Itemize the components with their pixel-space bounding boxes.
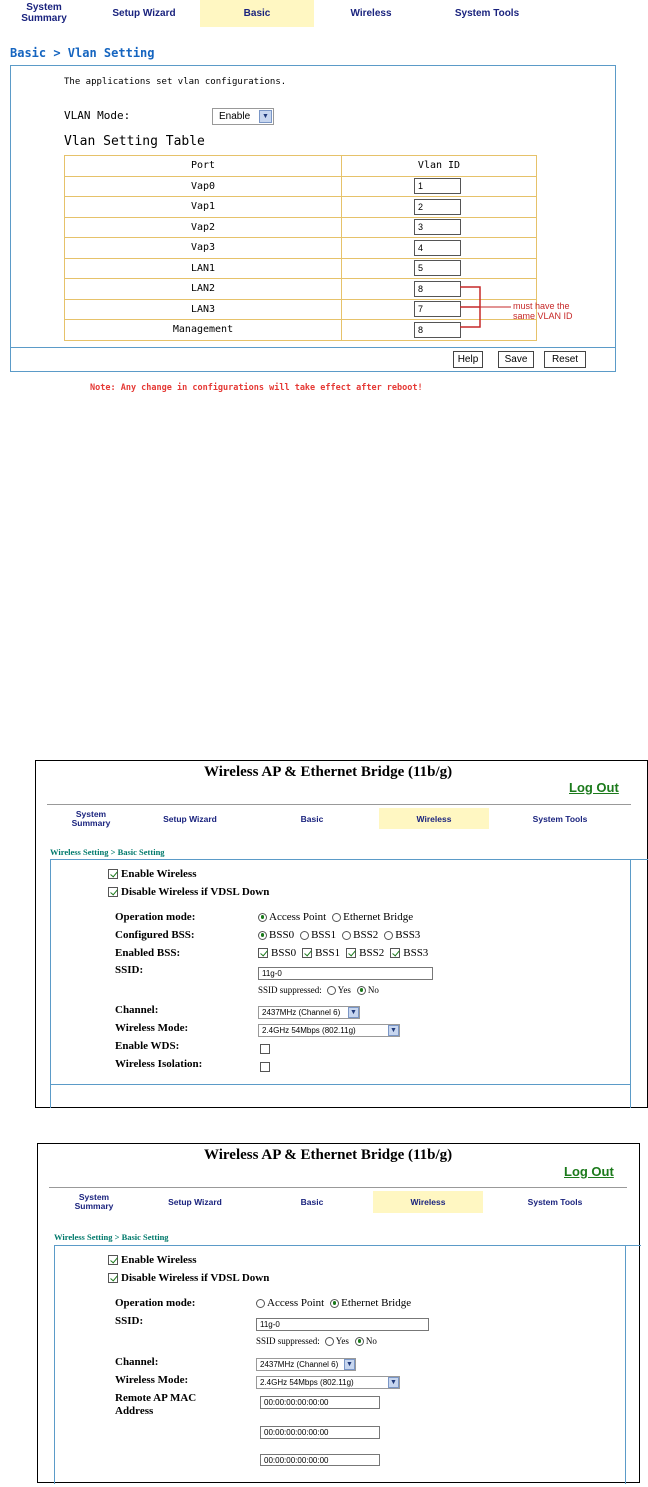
vlan-id-input[interactable]: 8 [414, 281, 461, 297]
enable-wireless-row: Enable Wireless [108, 868, 197, 880]
radio-icon[interactable] [342, 931, 351, 940]
divider [49, 1187, 627, 1188]
reset-button[interactable]: Reset [544, 351, 586, 368]
tab-system-summary[interactable]: System Summary [21, 2, 67, 24]
tab-system-summary[interactable]: System Summary [74, 1192, 114, 1211]
port-name: Vap0 [65, 176, 342, 197]
vlan-setting-panel [10, 65, 616, 372]
channel-select[interactable]: 2437MHz (Channel 6) ▼ [256, 1358, 356, 1371]
page-title: Wireless AP & Ethernet Bridge (11b/g) [204, 1147, 453, 1163]
tab-setup-wizard[interactable]: Setup Wizard [112, 8, 176, 19]
radio-icon[interactable] [258, 931, 267, 940]
vlan-id-input[interactable]: 2 [414, 199, 461, 215]
page-title: Wireless AP & Ethernet Bridge (11b/g) [204, 764, 453, 780]
ssid-label: SSID: [115, 964, 144, 976]
enable-wireless-checkbox[interactable] [108, 869, 118, 879]
breadcrumb: Basic > Vlan Setting [10, 46, 155, 60]
radio-icon[interactable] [357, 986, 366, 995]
disable-wireless-vdsl-checkbox[interactable] [108, 887, 118, 897]
port-name: LAN3 [65, 299, 342, 320]
chevron-down-icon[interactable]: ▼ [344, 1359, 355, 1370]
radio-icon[interactable] [258, 913, 267, 922]
vlan-id-input[interactable]: 5 [414, 260, 461, 276]
wireless-ap-screenshot [35, 760, 648, 1108]
tab-basic[interactable]: Basic [300, 813, 324, 824]
tab-wireless[interactable]: Wireless [350, 8, 392, 19]
chevron-down-icon[interactable]: ▼ [259, 110, 272, 123]
save-button[interactable]: Save [498, 351, 534, 368]
isolation-label: Wireless Isolation: [115, 1058, 203, 1070]
remote-mac-input[interactable]: 00:00:00:00:00:00 [260, 1454, 380, 1466]
vlan-mode-select[interactable] [212, 108, 274, 125]
top-nav-bar [47, 808, 631, 829]
enable-wds-label: Enable WDS: [115, 1040, 180, 1052]
disable-wireless-vdsl-checkbox[interactable] [108, 1273, 118, 1283]
configured-bss-option[interactable]: BSS3 [384, 929, 420, 941]
chevron-down-icon[interactable]: ▼ [388, 1377, 399, 1388]
logout-link[interactable]: Log Out [564, 1164, 614, 1179]
radio-icon[interactable] [330, 1299, 339, 1308]
enabled-bss-option[interactable]: BSS1 [302, 947, 340, 959]
vlan-id-input[interactable]: 1 [414, 178, 461, 194]
reboot-note: Note: Any change in configurations will take effect after reboot! [90, 383, 423, 393]
remote-mac-input[interactable]: 00:00:00:00:00:00 [260, 1396, 380, 1409]
table-row [65, 299, 537, 320]
wireless-isolation-checkbox[interactable] [260, 1062, 270, 1072]
wireless-mode-label: Wireless Mode: [115, 1374, 189, 1386]
disable-vdsl-row: Disable Wireless if VDSL Down [108, 1272, 269, 1284]
tab-setup-wizard[interactable]: Setup Wizard [163, 813, 217, 824]
breadcrumb: Wireless Setting > Basic Setting [54, 1232, 169, 1242]
ssid-suppressed-no[interactable]: No [357, 985, 379, 995]
configured-bss-option[interactable]: BSS0 [258, 929, 294, 941]
table-title: Vlan Setting Table [64, 134, 205, 149]
enabled-bss-option[interactable]: BSS3 [390, 947, 428, 959]
enabled-bss-option[interactable]: BSS0 [258, 947, 296, 959]
tab-wireless[interactable]: Wireless [379, 808, 489, 829]
vlan-mode-value: Enable [219, 111, 251, 122]
ssid-input[interactable]: 11g-0 [256, 1318, 429, 1331]
help-button[interactable]: Help [453, 351, 483, 368]
wireless-mode-label: Wireless Mode: [115, 1022, 189, 1034]
wireless-bridge-screenshot [37, 1143, 640, 1483]
checkbox-icon[interactable] [346, 948, 356, 958]
ssid-input[interactable]: 11g-0 [258, 967, 433, 980]
radio-icon[interactable] [332, 913, 341, 922]
radio-icon[interactable] [256, 1299, 265, 1308]
column-header-vlan-id: Vlan ID [342, 156, 537, 177]
ssid-suppressed-yes[interactable]: Yes [327, 985, 351, 995]
radio-icon[interactable] [355, 1337, 364, 1346]
table-row [65, 258, 537, 279]
enable-wireless-row: Enable Wireless [108, 1254, 197, 1266]
enabled-bss-label: Enabled BSS: [115, 947, 181, 959]
enable-wireless-checkbox[interactable] [108, 1255, 118, 1265]
table-row [65, 238, 537, 259]
table-row [65, 320, 537, 341]
port-name: LAN2 [65, 279, 342, 300]
channel-select[interactable]: 2437MHz (Channel 6) ▼ [258, 1006, 360, 1019]
port-name: Vap2 [65, 217, 342, 238]
checkbox-icon[interactable] [258, 948, 268, 958]
checkbox-icon[interactable] [302, 948, 312, 958]
port-name: Vap1 [65, 197, 342, 218]
divider [630, 859, 631, 1108]
vlan-id-input[interactable]: 8 [414, 322, 461, 338]
tab-system-tools[interactable]: System Tools [454, 8, 520, 19]
radio-icon[interactable] [327, 986, 336, 995]
table-header-row [65, 156, 537, 177]
operation-mode-options [258, 911, 419, 923]
radio-icon[interactable] [384, 931, 393, 940]
enable-wds-checkbox[interactable] [260, 1044, 270, 1054]
disable-vdsl-row: Disable Wireless if VDSL Down [108, 886, 269, 898]
vlan-id-input[interactable]: 3 [414, 219, 461, 235]
port-name: Vap3 [65, 238, 342, 259]
operation-mode-options [256, 1297, 417, 1309]
port-name: Management [65, 320, 342, 341]
top-nav-bar [49, 1191, 627, 1213]
port-name: LAN1 [65, 258, 342, 279]
enabled-bss-options [258, 947, 434, 959]
chevron-down-icon[interactable]: ▼ [348, 1007, 359, 1018]
table-row [65, 217, 537, 238]
tab-basic[interactable]: Basic [200, 0, 314, 27]
vlan-id-input[interactable]: 4 [414, 240, 461, 256]
page-description: The applications set vlan configurations. [64, 77, 287, 87]
configured-bss-options [258, 929, 426, 941]
divider [47, 804, 631, 805]
op-mode-bridge-option[interactable]: Ethernet Bridge [330, 1297, 411, 1309]
table-row [65, 176, 537, 197]
remote-mac-input[interactable]: 00:00:00:00:00:00 [260, 1426, 380, 1439]
tab-system-summary[interactable]: System Summary [71, 808, 111, 828]
tab-setup-wizard[interactable]: Setup Wizard [168, 1197, 222, 1207]
column-header-port: Port [65, 156, 342, 177]
channel-label: Channel: [115, 1356, 159, 1368]
checkbox-icon[interactable] [390, 948, 400, 958]
op-mode-ap-option[interactable]: Access Point [258, 911, 326, 923]
op-mode-ap-option[interactable]: Access Point [256, 1297, 324, 1309]
configured-bss-option[interactable]: BSS2 [342, 929, 378, 941]
operation-mode-label: Operation mode: [115, 1297, 196, 1309]
table-row [65, 279, 537, 300]
wireless-mode-select[interactable]: 2.4GHz 54Mbps (802.11g) ▼ [258, 1024, 400, 1037]
configured-bss-option[interactable]: BSS1 [300, 929, 336, 941]
ssid-suppressed-yes[interactable]: Yes [325, 1336, 349, 1346]
top-nav-bar [0, 0, 600, 27]
tab-basic[interactable]: Basic [300, 1197, 324, 1207]
radio-icon[interactable] [325, 1337, 334, 1346]
configured-bss-label: Configured BSS: [115, 929, 195, 941]
tab-system-tools[interactable]: System Tools [527, 1197, 583, 1207]
ssid-label: SSID: [115, 1315, 144, 1327]
op-mode-bridge-option[interactable]: Ethernet Bridge [332, 911, 413, 923]
divider [11, 347, 615, 348]
breadcrumb: Wireless Setting > Basic Setting [50, 847, 165, 857]
radio-icon[interactable] [300, 931, 309, 940]
ssid-suppressed-row: SSID suppressed: Yes No [258, 985, 379, 995]
divider [625, 1245, 626, 1484]
operation-mode-label: Operation mode: [115, 911, 196, 923]
vlan-mode-label: VLAN Mode: [64, 109, 131, 122]
tab-wireless[interactable]: Wireless [373, 1191, 483, 1213]
tab-system-tools[interactable]: System Tools [532, 813, 588, 824]
vlan-setting-table [64, 155, 537, 341]
divider [50, 1084, 630, 1085]
annotation-callout: must have the same VLAN ID [513, 301, 573, 322]
enabled-bss-option[interactable]: BSS2 [346, 947, 384, 959]
ssid-suppressed-no[interactable]: No [355, 1336, 377, 1346]
channel-label: Channel: [115, 1004, 159, 1016]
remote-ap-mac-label: Remote AP MAC Address [115, 1392, 197, 1418]
logout-link[interactable]: Log Out [569, 780, 619, 795]
table-row [65, 197, 537, 218]
vlan-id-input[interactable]: 7 [414, 301, 461, 317]
chevron-down-icon[interactable]: ▼ [388, 1025, 399, 1036]
wireless-mode-select[interactable]: 2.4GHz 54Mbps (802.11g) ▼ [256, 1376, 400, 1389]
ssid-suppressed-row: SSID suppressed: Yes No [256, 1336, 377, 1346]
